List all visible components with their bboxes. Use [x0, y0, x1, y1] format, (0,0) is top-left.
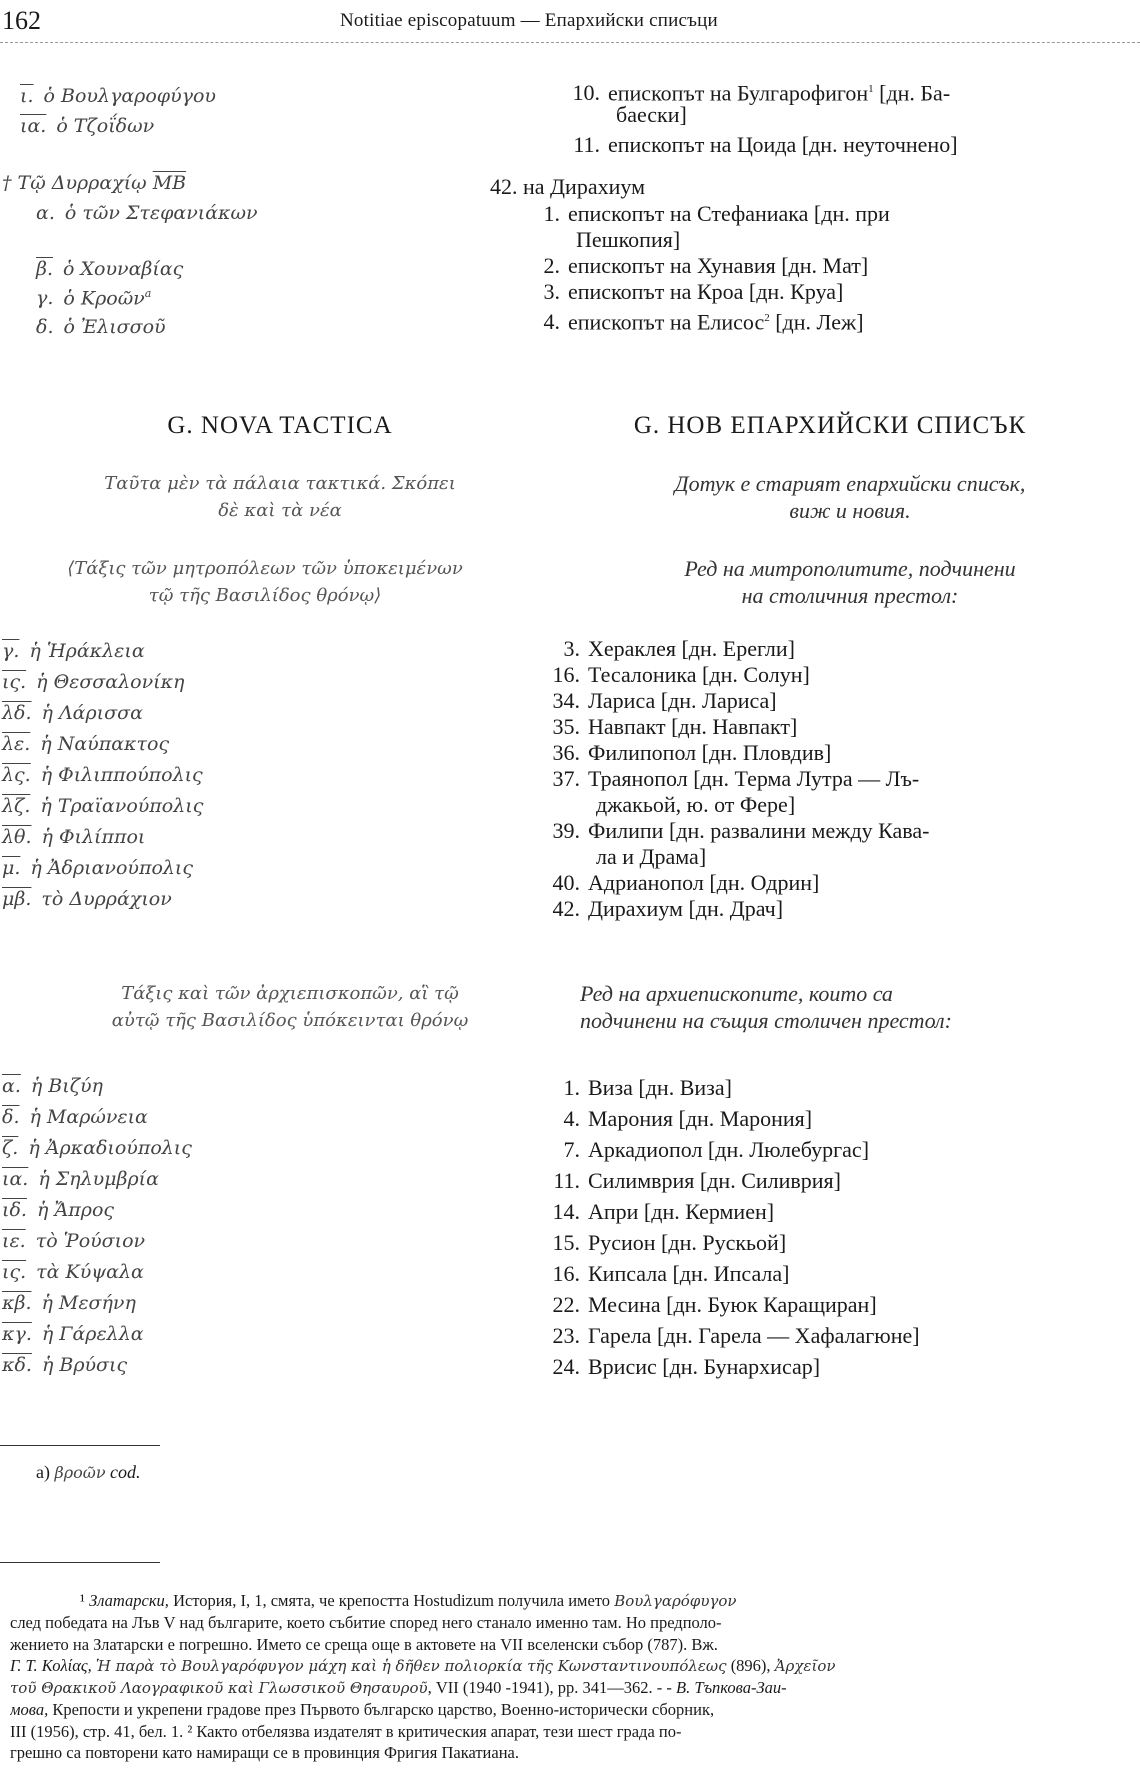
item-text: Месина [дн. Буюк Каращиран] — [588, 1292, 877, 1317]
item-text: епископът на Хунавия [дн. Мат] — [568, 253, 869, 278]
item-number: 2. — [543, 253, 560, 278]
greek-list-item — [2, 1354, 127, 1376]
item-number: γ. — [2, 640, 20, 662]
item-number: 7. — [563, 1137, 580, 1162]
title-number: $\overline{MB}$ — [152, 172, 187, 194]
title-text: Τῷ Δυρραχίῳ — [11, 172, 153, 194]
footnote-text: след победата на Лъв V над българите, което събитие според него станало именно там. Но предполо- — [10, 1613, 722, 1633]
bulgarian-list-item — [540, 1168, 841, 1194]
item-text: ἡ Θεσσαλονίκη — [36, 671, 185, 693]
heading-line: ⟨Τάξις τῶν μητροπόλεων τῶν ὑποκειμένων — [67, 558, 463, 579]
heading-line: αὐτῷ τῆς Βασιλίδος ὑπόκεινται θρόνῳ — [111, 1010, 469, 1031]
footnote-text: , VII (1940 -1941), pp. 341—362. - - — [427, 1678, 676, 1698]
greek-list-item — [2, 888, 172, 910]
footnote-line — [10, 1655, 1130, 1677]
item-number: 23. — [552, 1323, 580, 1348]
footnote-marker: 1 — [868, 83, 874, 95]
footnote-text: ¹ — [80, 1591, 90, 1610]
greek-list-item — [2, 1106, 148, 1128]
footnote-text: (896), — [726, 1655, 775, 1675]
item-number: β. — [36, 258, 54, 280]
bulgarian-list-item — [560, 132, 958, 158]
bulgarian-list-item — [540, 201, 890, 227]
item-text: ἡ Μεσήνη — [41, 1292, 136, 1314]
item-number: 3. — [563, 636, 580, 661]
bulgarian-list-item — [540, 1354, 820, 1380]
bulgarian-list-item — [540, 1075, 732, 1101]
bulgarian-list-item — [540, 1199, 774, 1225]
bulgarian-list-item — [540, 662, 810, 688]
item-text: епископът на Стефаниака [дн. при — [568, 201, 890, 226]
footnote-text: III (1956), стр. 41, бел. 1. ² Както отбелязва издателят в критическия апарат, тези шест града по- — [10, 1721, 682, 1741]
bulgarian-list-item — [540, 688, 777, 714]
item-text: ἡ Ἀρκαδιούπολις — [28, 1137, 192, 1159]
greek-list-item — [2, 1137, 192, 1159]
item-number: 39. — [552, 818, 580, 843]
footnote-line — [10, 1677, 1130, 1699]
item-number: κβ. — [2, 1292, 32, 1314]
bulgarian-list-item — [540, 636, 795, 662]
item-number: 35. — [552, 714, 580, 739]
item-number: ια. — [20, 115, 47, 137]
bulgarian-list-item — [540, 1137, 869, 1163]
item-number: ις. — [2, 671, 27, 693]
greek-archbishops-heading — [60, 980, 520, 1034]
item-text-rest: [дн. Ба- — [873, 80, 951, 106]
apparatus-rule — [0, 1445, 160, 1446]
footnote-greek: τοῦ Θρακικοῦ Λαογραφικοῦ καὶ Γλωσσικοῦ Θησαυροῦ — [10, 1679, 428, 1698]
bulgarian-dyrrachium-title: 42. на Дирахиум — [490, 174, 645, 199]
item-number: λς. — [2, 764, 31, 786]
greek-intro-line: Ταῦτα μὲν τὰ πάλαια τακτικά. Σκόπει — [104, 473, 456, 494]
page-number: 162 — [2, 6, 41, 35]
heading-line: Ред на митрополитите, подчинени — [684, 556, 1016, 581]
item-number: 4. — [543, 309, 560, 335]
greek-list-item — [2, 702, 143, 724]
footnote-line — [10, 1699, 1130, 1720]
section-heading-bulgarian: G. НОВ ЕПАРХИЙСКИ СПИСЪК — [633, 412, 1027, 439]
greek-list-item — [20, 85, 216, 107]
item-text: Кипсала [дн. Ипсала] — [588, 1261, 790, 1286]
item-text: ὁ Βουλγαροφύγου — [43, 85, 216, 107]
item-number: 11. — [573, 132, 600, 157]
item-number: 40. — [552, 870, 580, 895]
item-continuation: баески] — [616, 102, 687, 127]
greek-intro-line: δὲ καὶ τὰ νέα — [218, 500, 342, 521]
greek-list-item — [2, 1168, 159, 1190]
greek-list-item — [2, 733, 169, 755]
item-text: Марония [дн. Марония] — [588, 1106, 813, 1131]
item-text: Апри [дн. Кермиен] — [588, 1199, 775, 1224]
footnotes — [10, 1590, 1130, 1763]
item-text: ὁ Χουναβίας — [63, 258, 184, 280]
footnote-author: Γ. Τ. Κολίας, — [10, 1655, 92, 1675]
item-text: τὸ Ῥούσιον — [35, 1230, 146, 1252]
item-number: α. — [36, 202, 55, 224]
greek-list-item — [2, 857, 193, 879]
item-text: Филипопол [дн. Пловдив] — [588, 740, 832, 765]
heading-line: на столичния престол: — [741, 583, 959, 608]
item-text: τὸ Δυρράχιον — [41, 888, 172, 910]
item-number: 16. — [552, 662, 580, 687]
item-text-rest: [дн. Леж] — [769, 309, 864, 335]
bulgarian-list-item — [540, 870, 819, 896]
header-rule — [0, 42, 1140, 43]
item-text: ἡ Βρύσις — [41, 1354, 128, 1376]
item-text: ἡ Ἄπρος — [36, 1199, 115, 1221]
greek-list-item — [36, 316, 166, 338]
item-text: ἡ Ἡράκλεια — [29, 640, 145, 662]
page-header — [0, 6, 1140, 40]
footnote-line — [10, 1590, 1130, 1612]
item-number: γ. — [36, 287, 54, 310]
bulgarian-list-item — [540, 1323, 920, 1349]
item-number: κδ. — [2, 1354, 32, 1376]
cross-icon: † — [2, 172, 12, 194]
footnote-text: История, I, 1, смята, че крепостта Hostudizum получила името — [168, 1591, 615, 1610]
bulgarian-list-item — [540, 740, 831, 766]
apparatus-suffix: cod. — [110, 1462, 141, 1482]
greek-list-item — [2, 1292, 136, 1314]
item-number: λε. — [2, 733, 31, 755]
item-text: ἡ Μαρώνεια — [29, 1106, 148, 1128]
item-number: 1. — [543, 201, 560, 226]
footnote-text: грешно са повторени като намиращи се в провинция Фригия Пакатиана. — [10, 1743, 519, 1763]
item-number: 42. — [552, 896, 580, 921]
bulgarian-intro-line: виж и новия. — [789, 498, 911, 523]
greek-dyrrachium-title — [2, 172, 186, 194]
section-heading-latin: G. NOVA TACTICA — [167, 412, 393, 439]
greek-list-item — [2, 1230, 145, 1252]
bulgarian-list-item — [540, 279, 843, 305]
heading-line: Ред на архиепископите, които са — [580, 981, 893, 1006]
item-text: τὰ Κύψαλα — [36, 1261, 144, 1283]
apparatus-greek: βροῶν — [54, 1463, 106, 1482]
item-number: 37. — [552, 766, 580, 791]
item-number: 36. — [552, 740, 580, 765]
bulgarian-list-item — [540, 896, 783, 922]
item-number: μβ. — [2, 888, 32, 910]
footnote-greek: Ἀρχεῖον — [774, 1656, 836, 1675]
item-text: епископът на Кроа [дн. Круа] — [568, 279, 844, 304]
bulgarian-list-item — [540, 766, 919, 792]
greek-list-item — [2, 1199, 114, 1221]
bulgarian-list-item — [540, 1230, 786, 1256]
item-text: епископът на Елисос — [568, 309, 765, 335]
footnote-text: жението на Златарски е погрешно. Името се среща още в актовете на VII вселенски събор (787). Вж. — [10, 1634, 718, 1654]
item-continuation: джакьой, ю. от Фере] — [596, 792, 796, 817]
item-number: δ. — [36, 316, 54, 338]
item-text: Траянопол [дн. Терма Лутра — Лъ- — [588, 766, 920, 791]
footnote-marker: a — [144, 287, 152, 300]
item-text: Хераклея [дн. Ерегли] — [588, 636, 795, 661]
item-text: Навпакт [дн. Навпакт] — [588, 714, 798, 739]
heading-line: подчинени на същия столичен престол: — [580, 1008, 952, 1033]
item-number: 15. — [552, 1230, 580, 1255]
item-text: ἡ Φιλιππούπολις — [40, 764, 203, 786]
item-text: епископът на Цоида [дн. неуточнено] — [608, 132, 958, 157]
item-number: 11. — [553, 1168, 580, 1193]
bulgarian-list-item — [540, 1261, 789, 1287]
item-number: λθ. — [2, 826, 32, 848]
item-text: ἡ Τραϊανούπολις — [40, 795, 204, 817]
heading-line: Τάξις καὶ τῶν ἀρχιεπισκοπῶν, αἳ τῷ — [121, 983, 459, 1004]
item-text: Врисис [дн. Бунархисар] — [588, 1354, 821, 1379]
greek-list-item — [36, 258, 183, 280]
item-text: ἡ Γάρελλα — [41, 1323, 144, 1345]
footnote-marker: 2 — [764, 312, 770, 324]
item-number: 10. — [572, 80, 600, 106]
item-number: 22. — [552, 1292, 580, 1317]
item-number: λζ. — [2, 795, 31, 817]
item-number: ις. — [2, 1261, 27, 1283]
bulgarian-list-item — [540, 1292, 877, 1318]
item-text: Лариса [дн. Лариса] — [588, 688, 777, 713]
item-continuation: ла и Драма] — [596, 844, 707, 869]
item-text: Виза [дн. Виза] — [588, 1075, 732, 1100]
item-text: Аркадиопол [дн. Люлебургас] — [588, 1137, 870, 1162]
greek-list-item — [2, 640, 145, 662]
item-number: 16. — [552, 1261, 580, 1286]
item-text: Тесалоника [дн. Солун] — [588, 662, 810, 687]
greek-list-item — [2, 1323, 144, 1345]
greek-list-item — [36, 287, 151, 309]
bulgarian-list-item — [540, 253, 868, 279]
item-number: ζ. — [2, 1137, 19, 1159]
item-text: ἡ Λάρισσα — [41, 702, 143, 724]
greek-list-item — [2, 795, 203, 817]
footnote-greek: Ἡ παρὰ τὸ Βουλγαρόφυγον μάχη καὶ ἡ δῆθεν πολιορκία τῆς Κωνσταντινουπόλεως — [95, 1656, 727, 1675]
item-text: ὁ Κροῶν — [63, 287, 145, 310]
item-number: 14. — [552, 1199, 580, 1224]
item-continuation: Пешкопия] — [576, 227, 681, 252]
bulgarian-list-item — [540, 305, 864, 335]
greek-list-item — [2, 764, 203, 786]
item-text: ὁ Τζοΐδων — [56, 115, 155, 137]
item-number: μ. — [2, 857, 21, 879]
item-number: κγ. — [2, 1323, 32, 1345]
item-number: 34. — [552, 688, 580, 713]
item-number: ι. — [20, 85, 34, 107]
item-text: Русион [дн. Рускьой] — [588, 1230, 787, 1255]
footnote-text: Крепости и укрепени градове през Първото българско царство, Военно-исторически сборник, — [48, 1700, 715, 1720]
bulgarian-intro — [580, 470, 1120, 524]
greek-list-item — [2, 1261, 144, 1283]
greek-list-item — [2, 826, 145, 848]
item-number: ιδ. — [2, 1199, 27, 1221]
greek-list-item — [2, 671, 184, 693]
footnote-rule — [0, 1562, 160, 1563]
bulgarian-intro-line: Дотук е старият епархийски списък, — [674, 471, 1026, 496]
item-text: епископът на Булгарофигон — [608, 80, 869, 106]
item-number: λδ. — [2, 702, 32, 724]
greek-list-item — [36, 202, 258, 224]
item-text: Филипи [дн. развалини между Кава- — [588, 818, 930, 843]
item-number: 24. — [552, 1354, 580, 1379]
item-text: ἡ Βιζύη — [30, 1075, 103, 1097]
item-text: ὁ τῶν Στεφανιάκων — [64, 202, 258, 224]
bulgarian-archbishops-heading — [580, 980, 1120, 1034]
item-number: α. — [2, 1075, 21, 1097]
footnote-author: В. Тъпкова-Заи- — [675, 1678, 787, 1698]
item-number: δ. — [2, 1106, 20, 1128]
bulgarian-metropoles-heading — [580, 555, 1120, 609]
greek-list-item — [2, 1075, 103, 1097]
bulgarian-list-item — [540, 818, 929, 844]
item-text: ἡ Σηλυμβρία — [38, 1168, 159, 1190]
apparatus-note — [36, 1462, 141, 1483]
item-number: 1. — [563, 1075, 580, 1100]
greek-intro — [40, 470, 520, 524]
footnote-line — [10, 1721, 1130, 1742]
bulgarian-list-item — [540, 1106, 812, 1132]
item-text: Силимврия [дн. Силиврия] — [588, 1168, 841, 1193]
running-title: Notitiae episcopatuum — Епархийски списъци — [340, 10, 718, 31]
item-text: Гарела [дн. Гарела — Хафалагюне] — [588, 1323, 920, 1348]
item-text: Адрианопол [дн. Одрин] — [588, 870, 820, 895]
item-number: ιε. — [2, 1230, 26, 1252]
item-number: 3. — [543, 279, 560, 304]
item-text: Дирахиум [дн. Драч] — [588, 896, 784, 921]
greek-list-item — [20, 115, 154, 137]
footnote-author: Златарски, — [89, 1591, 169, 1610]
item-number: 4. — [563, 1106, 580, 1131]
item-text: ἡ Φιλίπποι — [41, 826, 146, 848]
footnote-line — [10, 1742, 1130, 1763]
heading-line: τῷ τῆς Βασιλίδος θρόνῳ⟩ — [148, 585, 382, 606]
item-text: ὁ Ἐλισσοῦ — [63, 316, 166, 338]
bulgarian-list-item — [540, 714, 797, 740]
item-text: ἡ Ναύπακτος — [40, 733, 170, 755]
footnote-line — [10, 1634, 1130, 1655]
footnote-author: мова, — [10, 1700, 49, 1720]
item-number: ια. — [2, 1168, 29, 1190]
greek-metropoles-heading — [10, 555, 520, 609]
item-text: ἡ Ἀδριανούπολις — [30, 857, 194, 879]
apparatus-label: a) — [36, 1462, 50, 1482]
footnote-line — [10, 1612, 1130, 1633]
footnote-greek: Βουλγαρόφυγον — [614, 1592, 737, 1610]
